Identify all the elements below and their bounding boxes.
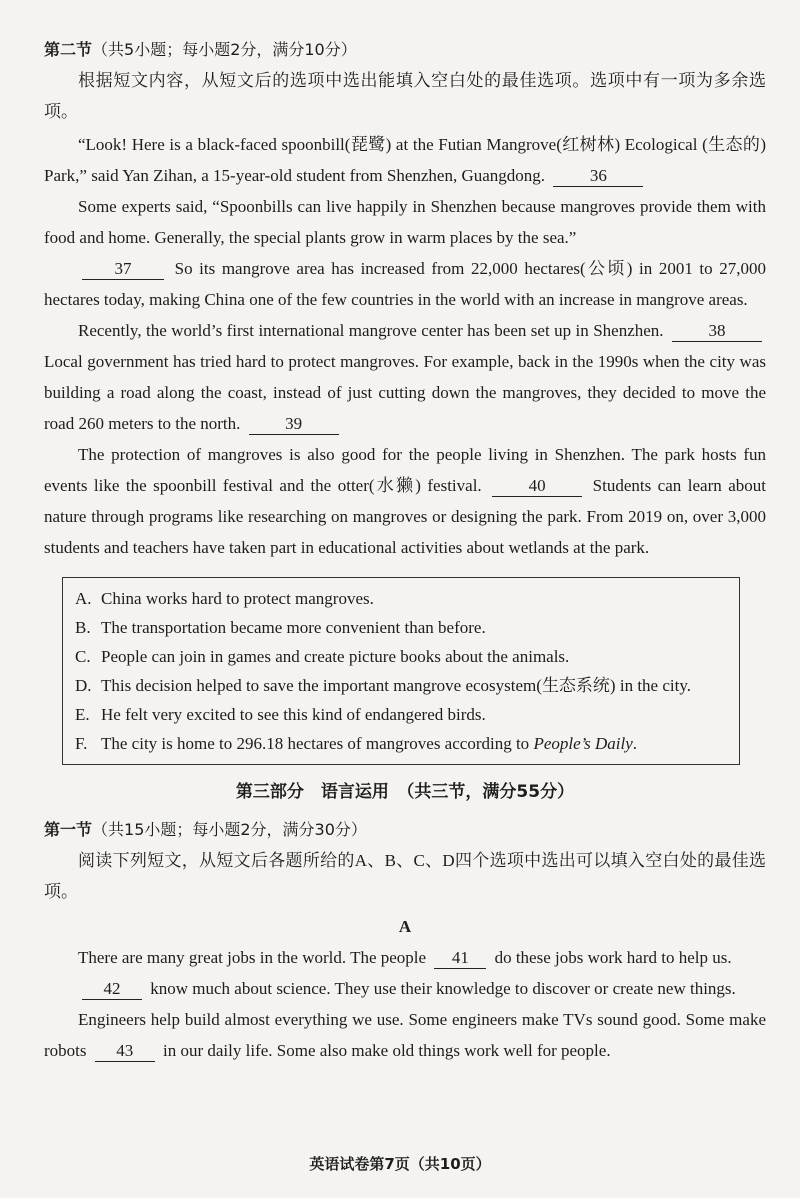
option-text: He felt very excited to see this kind of endangered birds. — [101, 705, 486, 724]
blank-37: 37 — [82, 259, 164, 280]
option-text: This decision helped to save the important mangrove ecosystem(生态系统) in the city. — [101, 676, 691, 695]
option-letter: B. — [75, 618, 91, 637]
blank-38: 38 — [672, 321, 762, 342]
option-italic-source: People’s Daily — [533, 734, 633, 753]
section-1-instruction: 阅读下列短文，从短文后各题所给的A、B、C、D四个选项中选出可以填入空白处的最佳选项。 — [44, 851, 766, 901]
option-c — [75, 642, 729, 671]
option-letter: F. — [75, 734, 88, 753]
paragraph-4-text-a: Recently, the world’s first international mangrove center has been set up in Shenzhen. — [78, 321, 664, 340]
option-letter: A. — [75, 589, 92, 608]
section-1-points: （共15小题；每小题2分，满分30分） — [92, 820, 367, 839]
section-2-title — [44, 34, 766, 65]
blank-43: 43 — [95, 1041, 155, 1062]
option-letter: D. — [75, 676, 92, 695]
passage-label: A — [398, 917, 412, 936]
option-f — [75, 729, 729, 758]
option-text: The city is home to 296.18 hectares of mangroves according to — [101, 734, 534, 753]
section-1-title — [44, 814, 766, 845]
paragraph-1 — [44, 129, 766, 191]
option-letter: E. — [75, 705, 90, 724]
paragraph-5-text-b: Students can learn about nature through programs like researching on mangroves or designing the park. From 2019 on, over 3,000 students and teachers have taken part in educational activities about wetlands at the park. — [44, 476, 766, 557]
passage-a-line-3 — [44, 1004, 766, 1066]
part-3-title: 第三部分 语言运用 （共三节，满分55分） — [235, 782, 575, 802]
option-letter: C. — [75, 647, 91, 666]
paragraph-5 — [44, 439, 766, 563]
paragraph-2: Some experts said, “Spoonbills can live happily in Shenzhen because mangroves provide them with food and home. Generally, the special plants grow in warm places by the sea.” — [44, 197, 766, 247]
paragraph-5-text-a: The protection of mangroves is also good for the people living in Shenzhen. The park hosts fun events like the spoonbill festival and the otter(水獭) festival. — [44, 445, 766, 495]
option-text: China works hard to protect mangroves. — [101, 589, 374, 608]
option-text: The transportation became more convenient than before. — [101, 618, 486, 637]
passage-a-text-3: know much about science. They use their knowledge to discover or create new things. — [150, 979, 736, 998]
section-1-label: 第一节 — [44, 820, 93, 839]
passage-a-text-2: do these jobs work hard to help us. — [494, 948, 732, 967]
option-text: People can join in games and create picture books about the animals. — [101, 647, 570, 666]
paragraph-4-text-b: Local government has tried hard to protect mangroves. For example, back in the 1990s when the city was building a road along the coast, instead of just cutting down the mangroves, they decided to move the road 260 meters to the north. — [44, 352, 766, 433]
option-d — [75, 671, 729, 700]
paragraph-3 — [44, 253, 766, 315]
option-end: . — [632, 734, 637, 753]
paragraph-4 — [44, 315, 766, 439]
blank-40: 40 — [492, 476, 582, 497]
passage-a-line-2 — [44, 973, 766, 1004]
blank-39: 39 — [249, 414, 339, 435]
blank-42: 42 — [82, 979, 142, 1000]
passage-a-line-1 — [44, 942, 766, 973]
passage-a-text-1: There are many great jobs in the world. The people — [78, 948, 427, 967]
paragraph-1-text: “Look! Here is a black-faced spoonbill(琵鹭) at the Futian Mangrove(红树林) Ecological (生态的) Park,” said Yan Zihan, a 15-year-old student from Shenzhen, Guangdong. — [44, 135, 766, 185]
passage-a-text-5: in our daily life. Some also make old things work well for people. — [163, 1041, 611, 1060]
passage-a-text-4: Engineers help build almost everything we use. Some engineers make TVs sound good. Some make robots — [44, 1010, 766, 1060]
blank-41: 41 — [434, 948, 486, 969]
section-2-instruction: 根据短文内容，从短文后的选项中选出能填入空白处的最佳选项。选项中有一项为多余选项。 — [44, 71, 766, 121]
option-a — [75, 584, 729, 613]
option-e — [75, 700, 729, 729]
paragraph-3-text: So its mangrove area has increased from 22,000 hectares(公顷) in 2001 to 27,000 hectares today, making China one of the few countries in the world with an increase in mangrove areas. — [44, 259, 766, 309]
section-2-points: （共5小题；每小题2分，满分10分） — [92, 40, 357, 59]
options-box — [62, 577, 740, 765]
option-b — [75, 613, 729, 642]
section-2-label: 第二节 — [44, 40, 93, 59]
page-footer: 英语试卷第7页（共10页） — [309, 1155, 491, 1173]
blank-36: 36 — [553, 166, 643, 187]
exam-page — [44, 34, 766, 1066]
